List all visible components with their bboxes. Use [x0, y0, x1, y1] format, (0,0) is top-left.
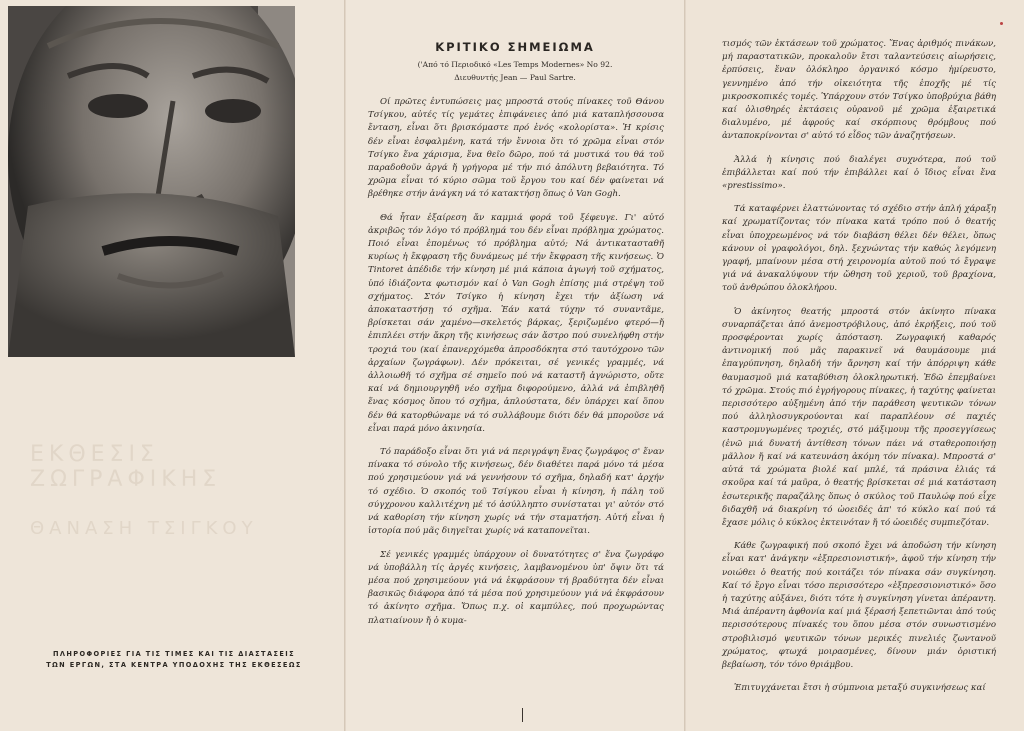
paragraph: Οί πρῶτες ἐντυπώσεις μας μπροστά στούς πίνακες τοῦ Θάνου Τσίγκου, αὐτές τίς γεμάτες ἐπιφάνειες ἀπό μιά καταπλήσσουσα ἔνταση, εἶναι ὅτι βρισκόμαστε πρό ἑνός «κολορίστα». Ἡ κρίσις δέν εἶναι ἐσφαλμένη, κατά τήν ἔννοια ὅτι τό χρῶμα εἶναι στόν Τσίγκο ἕνα χάρισμα, ἕνα θεῖο δῶρο, πού τά μυστικά του θά τοῦ παραδοθοῦν ἀργά ἤ γρήγορα μέ τήν πιό ἀπόλυτη βεβαιότητα. Τό χρῶμα εἶναι τό κύριο σῶμα τοῦ ἔργου του καί δέν φαίνεται νά βρέθηκε στήν ἀνάγκη νά τό κατακτήσῃ ὅπως ὁ Van Gogh.: [368, 97, 664, 200]
page-mark: [522, 708, 523, 722]
middle-panel: [346, 0, 684, 731]
middle-column: [368, 96, 664, 638]
paragraph: Σέ γενικές γραμμές ὑπάρχουν οἱ δυνατότητες σ' ἕνα ζωγράφο νά ὑποβάλλη τίς ἀργές κινήσεις, λαμβανομένου ὑπ' ὄψιν ὅτι τά μέσα πού χρησιμεύουν γιά νά ἐκφράσουν τή βραδύτητα δέν εἶναι βασικῶς διάφορα ἀπό τά μέσα πού χρησιμεύουν γιά νά ἐκφράσουν τό ἀκίνητο σχῆμα. Ὅπως π.χ. οἱ καμπύλες, πού προχωρώντας πλατιαίνουν ἤ ὁ κυμα-: [368, 549, 664, 626]
info-note: [40, 649, 308, 671]
portrait-photo: [8, 6, 295, 357]
paragraph: Ἀλλά ἡ κίνησις πού διαλέγει συχνότερα, πού τοῦ ἐπιβάλλεται καί πού τήν ἐπιβάλλει καί ὁ ἴδιος εἶναι ἕνα «prestissimo».: [722, 154, 996, 192]
paragraph: Ἐπιτυγχάνεται ἔτσι ἡ σύμπνοια μεταξύ συγκινήσεως καί: [734, 683, 986, 694]
paragraph: Τά καταφέρνει ἐλαττώνοντας τό σχέδιο στήν ἁπλή χάραξη καί χρωματίζοντας τόν πίνακα κατά τρόπο πού ὁ θεατής εἶναι ὑποχρεωμένος νά τόν διαβάση θέλει δέν θέλει, ὅπως κάνουν οἱ γραφολόγοι, δηλ. ξεχνώντας τήν καθώς λεγόμενη γραφή, μπαίνουν μέσα στή χειρονομία αὐτοῦ πού τό ἔγραψε γιά νά ἀνακαλύψουν τήν ὤθηση τοῦ χεριοῦ, τοῦ βραχίονα, τοῦ ἀνθρώπου ὁλοκλήρου.: [722, 204, 996, 294]
paragraph: Ὁ ἀκίνητος θεατής μπροστά στόν ἀκίνητο πίνακα συναρπάζεται ἀπό ἀνεμοστρόβιλους, ἀπό ἐκρήξεις, πού τοῦ προσφέρονται χωρίς ἀπόσταση. Ζωγραφική καθαρός ἀντινομική πού μᾶς παρακινεῖ νά θαυμάσουμε μιά ἐπαγρύπνηση, δηλαδή τήν ἄρνηση καί τήν ἀπόρριψη κάθε θαυμασμοῦ μιά καταβύθιση ὁλοκληρωτική. Ἐδῶ ἐπεμβαίνει τό χρῶμα. Στούς πιό ἐγρήγορους πίνακες, ἡ ταχύτης φαίνεται περισσότερο αὐξημένη ἀπό τήν παράθεση ψευτικῶν τόνων πού ἀλληλοσυγκρούονται καί παραπλέουν σέ παχιές καστρομυγωμένες τροχιές, στό μάξιμουμ τῆς προσεγγίσεως (ἐνῶ μιά δυνατή ἀντίθεση τόνων πάει νά σταθεροποιήσῃ μᾶλλον ἤ καί νά κατευνάση ἀκόμη τόν πίνακα). Μπροστά σ' αὐτά τά χρώματα βιολέ καί μπλέ, τά πράσινα ἐλιάς τά σκοῦρα καί τά μαῦρα, ὁ θεατής βρίσκεται σέ μιά κατάσταση ἐσωτερικῆς παραζάλης ὅπως ὁ σκύλος τοῦ Παυλώφ πού εἶχε διδαχθῆ νά διακρίνη τό ὠοειδές ἀπ' τό κύκλο καί πού τά ἔχασε μόλις ὁ κύκλος ἐκτεινόταν ἤ τό ὠοειδές συμπιεζόταν.: [722, 306, 996, 528]
paragraph: Κάθε ζωγραφική πού σκοπό ἔχει νά ἀποδώση τήν κίνηση εἶναι κατ' ἀνάγκην «ἐξπρεσιονιστική», ἀφοῦ τήν κίνηση τήν νοιώθει ὁ θεατής πού κοιτάζει τόν πίνακα σάν συγκίνηση. Καί τό ἔργο εἶναι τόσο περισσότερο «ἐξπρεσσιονιστικό» ὅσο ἡ ταχύτης αὐξάνει, διότι τότε ἡ συγκίνηση γίνεται ἀπέραντη. Μιά ἀπέραντη ἀφθονία καί μιά ξέρασή ξεπετιῶνται ἀπό τούς περισσότερους πίνακές του ὅπου μέσα στόν συνωστισμένο στροβιλισμό ψευτικῶν τόνων μερικές πινελιές ζωντανοῦ χρώματος, φτωχά μοιρασμένες, δίνουν μιάν ὁριστική βεβαίωση, τόν τόνο θριάμβου.: [722, 541, 996, 670]
left-panel: [0, 0, 344, 731]
right-panel: [686, 0, 1024, 731]
bleed-through-text: ΕΚΘΕΣΙΣ ΖΩΓΡΑΦΙΚΗΣ ΘΑΝΑΣΗ ΤΣΙΓΚΟΥ: [30, 442, 258, 539]
paragraph: Τό παράδοξο εἶναι ὅτι γιά νά περιγράψη ἕνας ζωγράφος σ' ἕναν πίνακα τό σύνολο τῆς κινήσεως, δέν διαθέτει παρά μόνο τά μέσα πού χρησιμεύουν γιά νά γεννήσουν τό σχῆμα, δηλαδή κατ' ἀρχήν τό σχέδιο. Ὁ σκοπός τοῦ Τσίγκου εἶναι ἡ κίνηση, ἡ πάλη τοῦ σύγχρονου καλλιτέχνη μέ τό ἀσύλληπτο συνίσταται γι' αὐτόν στό νά καθορίση τήν κίνηση χωρίς νά τήν σταματήση. Αὐτή εἶναι ἡ ἱστορία πού μᾶς διηγεῖται χωρίς νά καταπονεῖται.: [368, 447, 664, 537]
info-line-1: ΠΛΗΡΟΦΟΡΙΕΣ ΓΙΑ ΤΙΣ ΤΙΜΕΣ ΚΑΙ ΤΙΣ ΔΙΑΣΤΑΣΕΙΣ: [52, 650, 296, 658]
paragraph: Θά ἦταν ἐξαίρεση ἄν καμμιά φορά τοῦ ξέφευγε. Γι' αὐτό ἀκριβῶς τόν λόγο τό πρόβλημά του δέν εἶναι πρόβλημα χρώματος. Ποιό εἶναι ἐπομένως τό πρόβλημα αὐτό; Νά ἀντικατασταθῆ κυρίως ἡ ἔκφραση τῆς δυνάμεως μέ τήν ἔκφραση τῆς κινήσεως. Ὁ Tintoret ἀπέδιδε τήν κίνηση μέ μιά κάποια ἀγωγή τοῦ σχήματος, ὑπό ἰδιάζοντα φωτισμόν καί ὁ Van Gogh ἐπίσης μιά στρέψη τοῦ σχήματος. Στόν Τσίγκο ἡ κίνηση ἔχει τήν ἀξίωση νά ἀποκαταστήσῃ τό σχῆμα. Ἐάν κατά τύχην τό συναντᾶμε, βρίσκεται σάν χαμένο—σκελετός βάρκας, ξεριζωμένο φτερό—ἤ ἐπιπλέει στήν ἄκρη τῆς κινήσεως σάν ἄστρο πού συνελήφθη στήν τροχιά του (καί ἐπανερχόμεθα ἀπροσδόκητα στό ταυτόχρονο τῶν ἀρχαίων ζωγράφων). Δέν πρόκειται, σέ γενικές γραμμές, νά ἀλλοιωθῆ τό σχῆμα σέ σημεῖο πού νά καταστῆ ἀγνώριστο, οὔτε καί νά δημιουργηθῆ νέο σχῆμα διφορούμενο, ἀλλά νά ἐπιβληθῆ ἕνας κόσμος ὅπου τό σχῆμα, ἁπλούστατα, δέν ὑπάρχει καί ὅπου δέν θά κατορθώναμε νά τό συλλάβουμε διότι δέν θά μποροῦσε νά εἶναι παρά μόνο ἀκινησία.: [368, 212, 664, 434]
ink-dot: [1000, 22, 1003, 25]
info-line-2: ΤΩΝ ΕΡΓΩΝ, ΣΤΑ ΚΕΝΤΡΑ ΥΠΟΔΟΧΗΣ ΤΗΣ ΕΚΘΕΣΕΩΣ: [46, 661, 302, 669]
right-column: [722, 38, 996, 705]
article-editor: Διευθυντής Jean — Paul Sartre.: [454, 73, 576, 82]
article-title: ΚΡΙΤΙΚΟ ΣΗΜΕΙΩΜΑ: [435, 40, 595, 54]
paragraph: τισμός τῶν ἐκτάσεων τοῦ χρώματος. Ἕνας ἀριθμός πινάκων, μή παραστατικῶν, προκαλοῦν ἔτσι ταλαντεύσεις αἰωρήσεις, ἐρπύσεις, ἕναν ὁλόκληρο ὀργανικό κόσμο ἠμίρευστο, γεννημένο ἀπό τήν οἰκειότητα τῆς ἐποχῆς μέ τίς μικροσκοπικές τομές. Ὑπάρχουν στόν Τσίγκο ὑποβρύχια βάθη καί ὀλισθηρές ἐκτάσεις οὐρανοῦ μέ χρῶμα ἐξαιρετικά διαλυμένο, μέ ἀφρούς καί σκόρπιους θρόμβους πού ἀνταποκρίνονται σ' αὐτό τό εἶδος τῶν ἀναζητήσεων.: [722, 39, 996, 142]
portrait-image: [8, 6, 295, 357]
article-source: ('Από τό Περιοδικό «Les Temps Modernes» No 92.: [417, 60, 613, 69]
